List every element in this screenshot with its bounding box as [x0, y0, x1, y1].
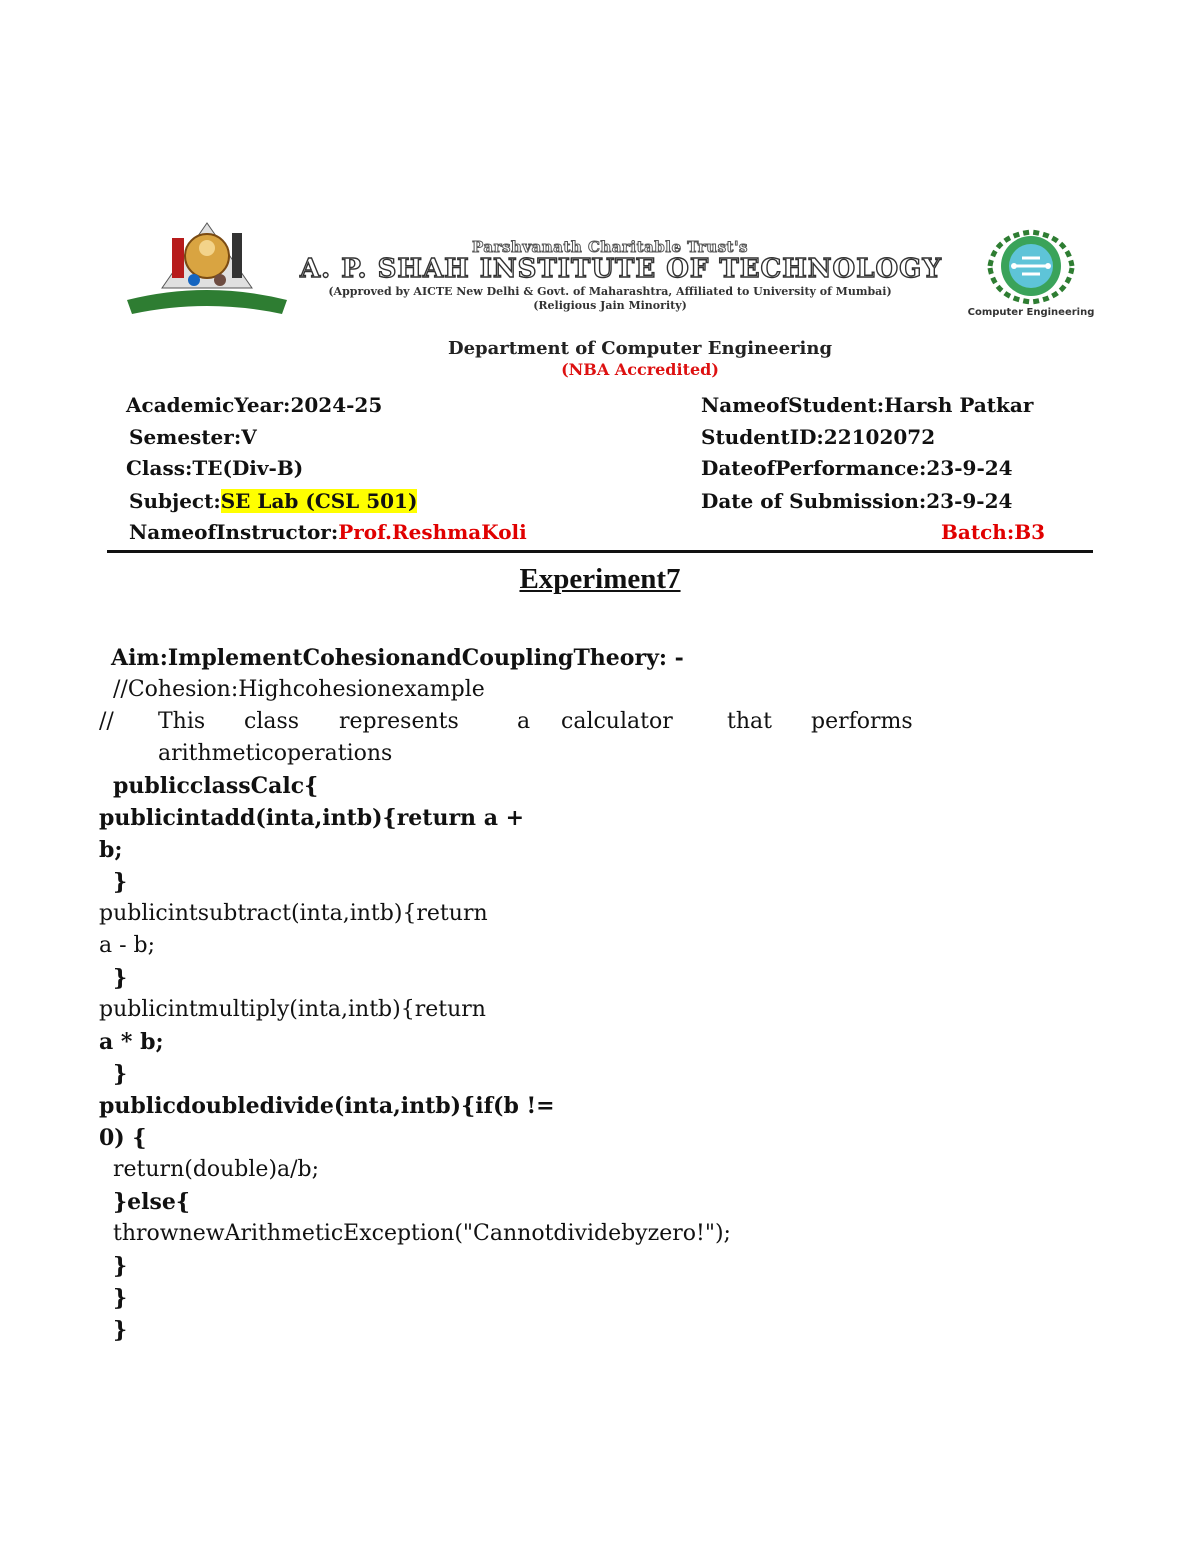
approval-text: (Approved by AICTE New Delhi & Govt. of Maharashtra, Affiliated to University of Mumbai)	[328, 285, 892, 298]
student-id: StudentID:22102072	[701, 425, 936, 449]
code-line: publicintadd(inta,intb){return a +	[99, 805, 525, 831]
code-line: return(double)a/b;	[113, 1157, 320, 1182]
subject-label: Subject:	[129, 489, 221, 513]
trust-name: Parshvanath Charitable Trust's	[471, 238, 749, 256]
code-word: a	[517, 709, 531, 734]
instructor-value: Prof.ReshmaKoli	[338, 520, 527, 544]
subject	[129, 489, 417, 513]
date-of-performance: DateofPerformance:23-9-24	[701, 456, 1013, 480]
minority-text: (Religious Jain Minority)	[533, 299, 687, 312]
semester: Semester:V	[129, 425, 257, 449]
aim-heading: Aim:ImplementCohesionandCouplingTheory: -	[111, 645, 684, 671]
code-word: calculator	[561, 709, 673, 734]
code-line: b;	[99, 837, 123, 863]
code-comment-marker: //	[99, 709, 114, 734]
code-line: 0) {	[99, 1125, 147, 1151]
batch: Batch:B3	[941, 520, 1046, 544]
code-word: that	[727, 709, 772, 734]
code-word: represents	[339, 709, 459, 734]
code-line: a - b;	[99, 933, 156, 958]
header-divider	[107, 550, 1093, 553]
code-line: publicdoubledivide(inta,intb){if(b !=	[99, 1093, 555, 1119]
code-line: publicintmultiply(inta,intb){return	[99, 997, 486, 1022]
academic-year: AcademicYear:2024-25	[126, 393, 383, 417]
code-line: publicclassCalc{	[113, 773, 319, 799]
class: Class:TE(Div-B)	[126, 456, 304, 480]
code-line: }	[113, 1317, 128, 1343]
date-of-submission: Date of Submission:23-9-24	[701, 489, 1013, 513]
code-line: }	[113, 965, 128, 991]
code-word: class	[244, 709, 300, 734]
department-name: Department of Computer Engineering	[447, 338, 833, 359]
institute-name: A. P. SHAH INSTITUTE OF TECHNOLOGY	[300, 254, 942, 284]
code-comment-line: //Cohesion:Highcohesionexample	[113, 677, 485, 702]
code-word: performs	[811, 709, 913, 734]
code-line: }else{	[113, 1189, 191, 1215]
code-line: publicintsubtract(inta,intb){return	[99, 901, 488, 926]
logo-caption: Computer Engineering	[967, 307, 1095, 318]
code-line: arithmeticoperations	[158, 741, 393, 766]
code-line: }	[113, 1061, 128, 1087]
institute-emblem-logo	[122, 218, 292, 318]
code-line: a * b;	[99, 1029, 164, 1055]
accreditation-text: (NBA Accredited)	[561, 360, 719, 379]
code-line: thrownewArithmeticException("Cannotdividebyzero!");	[113, 1221, 731, 1246]
code-word: This	[158, 709, 206, 734]
code-line: }	[113, 1285, 128, 1311]
code-line: }	[113, 869, 128, 895]
instructor	[129, 520, 527, 544]
instructor-label: NameofInstructor:	[129, 520, 339, 544]
code-line: }	[113, 1253, 128, 1279]
student-name: NameofStudent:Harsh Patkar	[701, 393, 1034, 417]
experiment-title: Experiment7	[519, 563, 681, 595]
subject-value: SE Lab (CSL 501)	[220, 489, 418, 513]
